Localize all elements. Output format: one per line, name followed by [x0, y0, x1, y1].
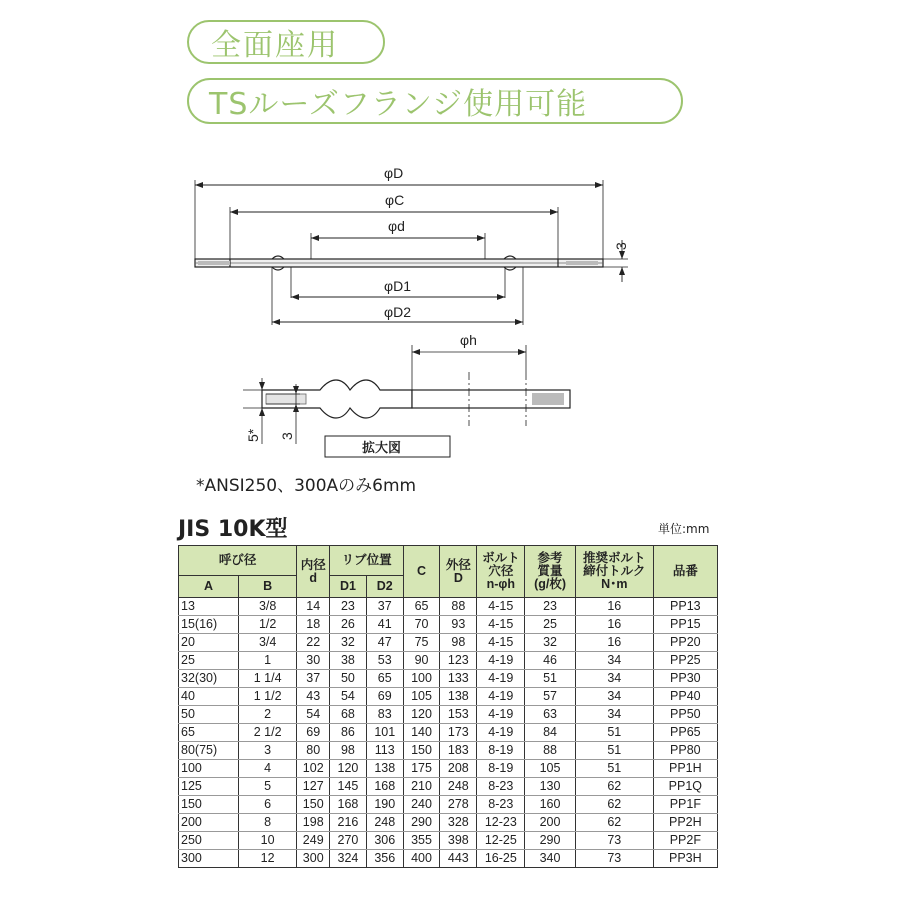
- table-cell: 88: [440, 598, 477, 616]
- table-cell: 355: [403, 832, 439, 850]
- table-cell: 1: [239, 652, 297, 670]
- table-cell: 20: [179, 634, 239, 652]
- table-cell: 37: [366, 598, 403, 616]
- table-cell: 278: [440, 796, 477, 814]
- dim-C-label: φC: [385, 192, 405, 208]
- table-row: [179, 814, 718, 832]
- table-cell: 328: [440, 814, 477, 832]
- table-cell: 86: [330, 724, 366, 742]
- table-cell: 15(16): [179, 616, 239, 634]
- table-cell: 140: [403, 724, 439, 742]
- table-cell: 183: [440, 742, 477, 760]
- table-cell: 160: [525, 796, 576, 814]
- table-cell: 18: [297, 616, 330, 634]
- table-cell: 153: [440, 706, 477, 724]
- table-cell: PP1Q: [653, 778, 717, 796]
- table-cell: 4-19: [477, 652, 525, 670]
- table-cell: 47: [366, 634, 403, 652]
- table-cell: 10: [239, 832, 297, 850]
- table-cell: 120: [330, 760, 366, 778]
- table-cell: 130: [525, 778, 576, 796]
- table-cell: 208: [440, 760, 477, 778]
- table-cell: 34: [575, 706, 653, 724]
- dim-d-label: φd: [388, 218, 405, 234]
- spec-table-body: [179, 598, 718, 868]
- table-cell: 133: [440, 670, 477, 688]
- table-cell: 30: [297, 652, 330, 670]
- table-cell: 69: [366, 688, 403, 706]
- table-cell: 53: [366, 652, 403, 670]
- table-cell: 4-19: [477, 706, 525, 724]
- table-cell: 150: [297, 796, 330, 814]
- table-cell: 12: [239, 850, 297, 868]
- detail-section: [262, 372, 570, 426]
- table-cell: 173: [440, 724, 477, 742]
- table-cell: 73: [575, 850, 653, 868]
- table-cell: 123: [440, 652, 477, 670]
- table-cell: 50: [179, 706, 239, 724]
- table-cell: 400: [403, 850, 439, 868]
- table-cell: PP3H: [653, 850, 717, 868]
- table-cell: 50: [330, 670, 366, 688]
- table-cell: 168: [330, 796, 366, 814]
- gasket-section: [195, 256, 603, 270]
- spec-table: [178, 545, 718, 868]
- table-row: [179, 688, 718, 706]
- table-cell: 324: [330, 850, 366, 868]
- table-title: JIS 10K型: [178, 517, 288, 542]
- unit-label: 単位:mm: [658, 522, 710, 536]
- table-cell: 22: [297, 634, 330, 652]
- table-cell: 62: [575, 814, 653, 832]
- table-cell: 40: [179, 688, 239, 706]
- table-cell: 43: [297, 688, 330, 706]
- table-cell: 26: [330, 616, 366, 634]
- table-cell: 8-23: [477, 778, 525, 796]
- table-cell: PP20: [653, 634, 717, 652]
- table-cell: 51: [575, 724, 653, 742]
- table-row: [179, 598, 718, 616]
- table-cell: 51: [575, 760, 653, 778]
- table-cell: 4: [239, 760, 297, 778]
- table-cell: 270: [330, 832, 366, 850]
- header-nominal: 呼び径: [179, 546, 297, 576]
- extension-lines: [195, 180, 628, 325]
- table-cell: 1/2: [239, 616, 297, 634]
- table-cell: 54: [297, 706, 330, 724]
- table-cell: 4-15: [477, 634, 525, 652]
- table-cell: 75: [403, 634, 439, 652]
- table-cell: PP25: [653, 652, 717, 670]
- table-cell: 88: [525, 742, 576, 760]
- table-cell: 4-15: [477, 616, 525, 634]
- header-d1: D1: [330, 576, 366, 598]
- table-cell: 398: [440, 832, 477, 850]
- table-cell: 38: [330, 652, 366, 670]
- table-row: [179, 760, 718, 778]
- table-cell: PP15: [653, 616, 717, 634]
- table-cell: 300: [179, 850, 239, 868]
- table-cell: 83: [366, 706, 403, 724]
- table-cell: 3/8: [239, 598, 297, 616]
- table-cell: 32: [525, 634, 576, 652]
- table-row: [179, 616, 718, 634]
- header-rib: リブ位置: [330, 546, 404, 576]
- table-cell: 84: [525, 724, 576, 742]
- table-cell: 57: [525, 688, 576, 706]
- table-cell: 443: [440, 850, 477, 868]
- table-row: [179, 706, 718, 724]
- table-cell: 120: [403, 706, 439, 724]
- table-cell: PP30: [653, 670, 717, 688]
- table-cell: 210: [403, 778, 439, 796]
- table-cell: 32(30): [179, 670, 239, 688]
- table-cell: 168: [366, 778, 403, 796]
- header-outer: 外径 D: [440, 546, 477, 598]
- table-cell: PP2F: [653, 832, 717, 850]
- table-cell: 3: [239, 742, 297, 760]
- table-cell: 356: [366, 850, 403, 868]
- table-cell: 69: [297, 724, 330, 742]
- table-cell: 80: [297, 742, 330, 760]
- table-cell: 93: [440, 616, 477, 634]
- ts-flange-badge-label: TSルーズフランジ使用可能: [209, 87, 588, 122]
- header-c: C: [403, 546, 439, 598]
- table-cell: 23: [525, 598, 576, 616]
- table-row: [179, 778, 718, 796]
- table-cell: 41: [366, 616, 403, 634]
- table-cell: 198: [297, 814, 330, 832]
- table-cell: 138: [440, 688, 477, 706]
- table-row: [179, 850, 718, 868]
- table-cell: 34: [575, 652, 653, 670]
- table-cell: 127: [297, 778, 330, 796]
- table-cell: 150: [179, 796, 239, 814]
- table-cell: 68: [330, 706, 366, 724]
- table-cell: 12-23: [477, 814, 525, 832]
- table-cell: 102: [297, 760, 330, 778]
- table-cell: PP1F: [653, 796, 717, 814]
- dim-D-label: φD: [384, 165, 404, 181]
- table-cell: 3/4: [239, 634, 297, 652]
- table-cell: PP50: [653, 706, 717, 724]
- table-cell: 34: [575, 670, 653, 688]
- dim-h-label: φh: [460, 332, 477, 348]
- table-cell: 150: [403, 742, 439, 760]
- table-cell: 73: [575, 832, 653, 850]
- table-cell: 70: [403, 616, 439, 634]
- table-cell: 100: [403, 670, 439, 688]
- table-cell: 65: [179, 724, 239, 742]
- table-row: [179, 796, 718, 814]
- table-cell: 306: [366, 832, 403, 850]
- table-cell: 16: [575, 634, 653, 652]
- table-cell: 105: [403, 688, 439, 706]
- table-cell: 46: [525, 652, 576, 670]
- table-cell: 4-19: [477, 670, 525, 688]
- table-cell: 16: [575, 616, 653, 634]
- table-cell: PP65: [653, 724, 717, 742]
- table-cell: 5: [239, 778, 297, 796]
- table-cell: 4-19: [477, 724, 525, 742]
- table-cell: 65: [366, 670, 403, 688]
- dim-thickness-label: 3: [613, 242, 629, 250]
- table-cell: 8: [239, 814, 297, 832]
- table-cell: 32: [330, 634, 366, 652]
- table-row: [179, 652, 718, 670]
- table-cell: 175: [403, 760, 439, 778]
- header-inner: 内径 d: [297, 546, 330, 598]
- table-cell: 16: [575, 598, 653, 616]
- table-cell: 25: [179, 652, 239, 670]
- table-row: [179, 634, 718, 652]
- table-cell: 54: [330, 688, 366, 706]
- table-cell: 200: [525, 814, 576, 832]
- table-cell: 4-15: [477, 598, 525, 616]
- table-cell: 105: [525, 760, 576, 778]
- table-cell: 249: [297, 832, 330, 850]
- table-cell: PP40: [653, 688, 717, 706]
- header-a: A: [179, 576, 239, 598]
- dim-3-detail-label: 3: [279, 432, 295, 440]
- header-d2: D2: [366, 576, 403, 598]
- table-cell: 25: [525, 616, 576, 634]
- table-cell: 6: [239, 796, 297, 814]
- header-mass: 参考 質量 (g/枚): [525, 546, 576, 598]
- table-cell: 98: [440, 634, 477, 652]
- table-cell: 4-19: [477, 688, 525, 706]
- table-row: [179, 832, 718, 850]
- table-cell: 1 1/2: [239, 688, 297, 706]
- dim-5-label: 5*: [245, 428, 261, 442]
- table-cell: 62: [575, 778, 653, 796]
- table-cell: 80(75): [179, 742, 239, 760]
- table-cell: PP1H: [653, 760, 717, 778]
- table-row: [179, 742, 718, 760]
- table-cell: 13: [179, 598, 239, 616]
- table-cell: 340: [525, 850, 576, 868]
- table-cell: 248: [366, 814, 403, 832]
- table-row: [179, 724, 718, 742]
- table-cell: 290: [403, 814, 439, 832]
- table-cell: 2: [239, 706, 297, 724]
- detail-label: 拡大図: [362, 440, 402, 455]
- dim-D2-label: φD2: [384, 304, 411, 320]
- table-cell: 12-25: [477, 832, 525, 850]
- table-cell: 138: [366, 760, 403, 778]
- table-cell: 65: [403, 598, 439, 616]
- table-cell: 248: [440, 778, 477, 796]
- table-cell: 8-19: [477, 760, 525, 778]
- table-cell: 34: [575, 688, 653, 706]
- table-cell: PP80: [653, 742, 717, 760]
- table-cell: 145: [330, 778, 366, 796]
- table-cell: 125: [179, 778, 239, 796]
- table-cell: 51: [525, 670, 576, 688]
- header-b: B: [239, 576, 297, 598]
- table-cell: 51: [575, 742, 653, 760]
- table-cell: PP2H: [653, 814, 717, 832]
- dim-D1-label: φD1: [384, 278, 411, 294]
- table-cell: 113: [366, 742, 403, 760]
- table-cell: 2 1/2: [239, 724, 297, 742]
- table-cell: 190: [366, 796, 403, 814]
- table-cell: 100: [179, 760, 239, 778]
- table-cell: 62: [575, 796, 653, 814]
- header-torque: 推奨ボルト 締付トルク N･m: [575, 546, 653, 598]
- table-cell: 300: [297, 850, 330, 868]
- table-cell: 1 1/4: [239, 670, 297, 688]
- table-cell: 8-23: [477, 796, 525, 814]
- table-cell: 8-19: [477, 742, 525, 760]
- table-cell: 23: [330, 598, 366, 616]
- table-cell: 216: [330, 814, 366, 832]
- table-cell: 37: [297, 670, 330, 688]
- table-cell: 240: [403, 796, 439, 814]
- table-cell: 63: [525, 706, 576, 724]
- table-cell: 98: [330, 742, 366, 760]
- table-cell: 200: [179, 814, 239, 832]
- table-cell: 290: [525, 832, 576, 850]
- table-cell: 250: [179, 832, 239, 850]
- table-cell: PP13: [653, 598, 717, 616]
- table-cell: 14: [297, 598, 330, 616]
- header-part: 品番: [653, 546, 717, 598]
- header-bolt: ボルト 穴径 n-φh: [477, 546, 525, 598]
- table-row: [179, 670, 718, 688]
- footnote: *ANSI250、300Aのみ6mm: [196, 476, 417, 496]
- table-cell: 16-25: [477, 850, 525, 868]
- full-face-badge-label: 全面座用: [211, 28, 339, 63]
- table-cell: 101: [366, 724, 403, 742]
- table-cell: 90: [403, 652, 439, 670]
